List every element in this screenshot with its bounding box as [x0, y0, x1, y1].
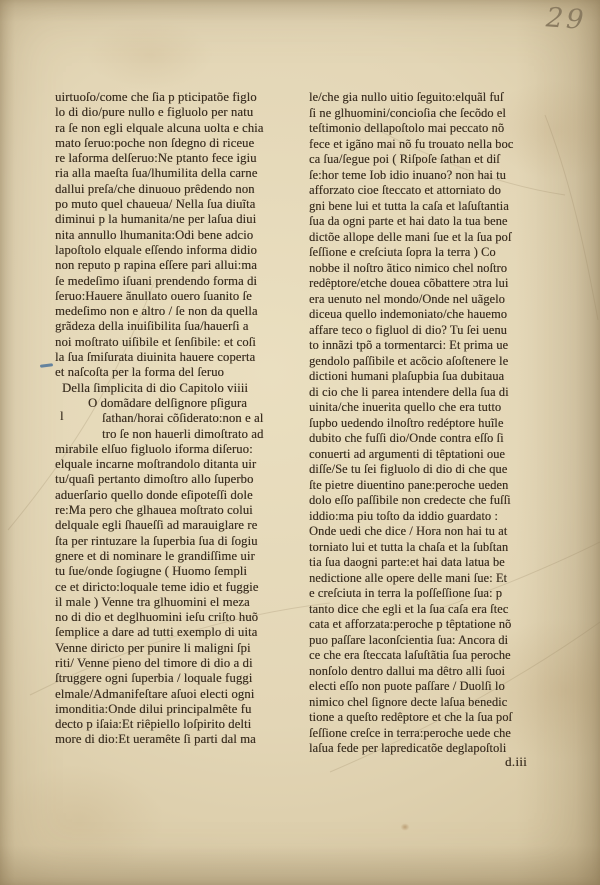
text-line: electi eſſo non puote paſſare / Duolſi lo	[309, 679, 505, 693]
text-line: tanto dice che egli et la ſua caſa era ſtec	[309, 601, 509, 616]
text-line: conuerti ad argumenti di têptationi oue	[309, 446, 506, 461]
text-line: re:Ma pero che glhauea moſtrato colui	[55, 503, 253, 518]
quire-signature: d.iii	[505, 754, 528, 769]
text-line: dictioni humani plaſupbia ſua dubitaua	[309, 369, 505, 383]
text-line: dubito che fuſſi dio/Onde contra eſſo ſi	[309, 431, 504, 445]
text-line: et naſcoſta per la forma del ſeruo	[55, 365, 224, 380]
text-line: O domãdare delſignore pſigura	[88, 395, 247, 410]
text-line: ſupbo uedendo ilnoſtro redéptore huĩle	[309, 415, 504, 430]
text-line: ſeſſione creſce in terra:peroche uede che	[309, 725, 511, 740]
text-line: grãdeza della inuiſibilita ſua/hauerſi a	[55, 319, 249, 334]
text-line: dolo eſſo paſſibile non credecte che fuſſi	[309, 493, 511, 507]
text-line: afforzato cioe ſteccato et attorniato do	[309, 183, 501, 197]
text-line: dallui preſa/che dinuouo prêdendo non	[55, 181, 255, 196]
margin-mark	[40, 363, 53, 368]
text-line: puo paſſare laconſcientia ſua: Ancora di	[309, 632, 509, 647]
text-column-right	[309, 90, 545, 757]
text-line: Venne diricto per punire li maligni ſpi	[55, 640, 251, 655]
text-line: la ſua ſmiſurata diuinita hauere coperta	[55, 350, 256, 365]
text-line: ſte pietre diuentino pane:peroche ueden	[309, 477, 509, 492]
text-line: le/che gia nullo uitio ſeguito:elquãl fuſ	[309, 90, 504, 104]
text-line: ſta per rintuzare la ſuperbia ſua di ſogiu	[55, 533, 258, 548]
text-line: ſathan/horai cõſiderato:non e al	[102, 411, 264, 426]
text-line: imonditia:Onde dilui principalmête fu	[55, 701, 252, 716]
text-line: Della ſimplicita di dio Capitolo viiii	[62, 380, 248, 395]
text-line: di cio che li parea intendere della ſua di	[309, 384, 509, 399]
text-line: teſtimonio dellapoſtolo mai peccato nõ	[309, 121, 505, 135]
text-line: nedictione alle opere delle mani ſue: Et	[309, 570, 508, 585]
text-line: ſeruo:Hauere ãnullato ouero ſuanito ſe	[55, 288, 252, 303]
text-line: more di dio:Et ueramête ſi parti dal ma	[55, 732, 256, 747]
text-line: re laforma delſeruo:Ne ptanto fece igiu	[55, 151, 257, 166]
text-line: elmale/Admanifeſtare aſuoi electi ogni	[55, 686, 255, 701]
text-line: nobbe il noſtro ãtico nimico chel noſtro	[309, 260, 508, 275]
text-line: noi moſtrato uiſibile et ſenſibile: et coſi	[55, 334, 256, 349]
text-line: ce et diricto:loquale teme idio et fuggie	[55, 579, 259, 594]
text-line: non reputo p rapina eſſere pari allui:ma	[55, 258, 257, 273]
text-line: gnere et di nominare le grandiſſime uir	[55, 548, 255, 563]
text-line: medeſimo non e altro / ſe non da quella	[55, 304, 258, 319]
text-line: iddio:ma piu toſto da iddio guardato :	[309, 508, 498, 523]
text-line: ſi ne glhuomini/concioſia che ſecõdo el	[309, 105, 506, 120]
text-line: ſua da ogni parte et hai dato la tua bene	[309, 214, 508, 228]
text-line: decto p iſaia:Et riêpiello loſpirito delti	[55, 717, 252, 732]
text-line: laſua fede per lapredicatõe deglapoſtoli	[309, 741, 507, 755]
text-line: nonſolo dentro dallui ma dêtro alli ſuoi	[309, 663, 506, 678]
text-line: delquale egli ſhaueſſi ad marauiglare re	[55, 518, 258, 533]
text-line: mirabile elſuo figluolo iforma diſeruo:	[55, 441, 253, 456]
text-line: to innãzi tpõ a tormentarci: Et prima ue	[309, 338, 509, 352]
text-line: ca ſua/ſegue poi ( Riſpoſe ſathan et diſ	[309, 152, 500, 166]
text-line: e creſciuta in terra la poſſeſſione ſua: p	[309, 586, 503, 600]
text-line: tia ſua daogni parte:et hai data latua be	[309, 555, 505, 569]
text-line: uirtuoſo/come che ſia p pticipatõe figlo	[55, 90, 257, 104]
text-line: ſemplice a dare ad tutti exemplo di uita	[55, 625, 258, 640]
text-line: ſe medeſimo iſuani prendendo forma di	[55, 273, 258, 288]
text-line: era uenuto nel mondo/Onde nel uãgelo	[309, 291, 505, 306]
text-line: riti/ Venne pieno del timore di dio a di	[55, 655, 253, 670]
text-line: ra ſe non egli elquale alcuna uolta e chia	[55, 120, 264, 135]
text-line: ria alla maeſta ſua/lhumilita della carne	[55, 166, 258, 181]
text-line: lo di dio/pure nullo e figluolo per natu	[55, 105, 254, 120]
text-line: tro ſe non hauerli dimoſtrato ad	[102, 426, 264, 441]
text-line: ce che era ſteccata laſuſtãtia ſua peroche	[309, 648, 511, 662]
page-number-annotation: 29	[544, 2, 588, 37]
text-line: elquale incarne moſtrandolo ditanta uir	[55, 457, 257, 472]
text-line: uinita/che inuerita quello che era tutto	[309, 400, 502, 414]
dropcap-guide-letter: l	[60, 409, 64, 423]
text-line: tu ſue/onde ſogiugne ( Huomo ſempli	[55, 564, 248, 579]
text-line: po muto quel chaueua/ Nella ſua diuĩta	[55, 197, 256, 212]
text-line: diſſe/Se tu ſei figluolo di dio di che que	[309, 462, 508, 476]
text-line: fece et igãno mai nõ fu trouato nella boc	[309, 136, 514, 151]
text-line: redêptore/etche douea cõbattere ɔtra lui	[309, 276, 509, 290]
text-line: Onde uedi che dice / Hora non hai tu at	[309, 524, 508, 538]
text-line: cata et afforzata:peroche p têptatione nõ	[309, 617, 512, 631]
text-line: mato ſeruo:poche non ſdegno di riceue	[55, 135, 255, 150]
text-line: gni bene lui et tutta la caſa et laſuſtantia	[309, 198, 509, 213]
text-line: torniato lui et tutta la chaſa et la ſubſtan	[309, 539, 509, 554]
text-line: ſe:hor teme Iob idio inuano? non hai tu	[309, 167, 506, 182]
text-line: nimico chel ſignore decte laſua benedic	[309, 694, 508, 709]
text-line: lapoſtolo elquale eſſendo informa didio	[55, 242, 257, 257]
text-line: tione a queſto redêptore et che la ſua poſ	[309, 710, 513, 724]
text-line: diminui p la humanita/ne per laſua diui	[55, 212, 257, 227]
text-line: no di dio et deglhuomini ieſu criſto huõ	[55, 610, 259, 625]
text-line: nita annullo lhumanita:Odi bene adcio	[55, 227, 254, 242]
text-line: ſtruggere ogni ſuperbia / loquale fuggi	[55, 671, 253, 686]
text-line: aduerſario quello donde eſipoteſſi dole	[55, 487, 253, 502]
text-line: affare teco o figluol di dio? Tu ſei uenu	[309, 322, 507, 337]
text-line: tu/quaſi pertanto dimoſtro allo ſuperbo	[55, 472, 254, 487]
text-line: il male ) Venne tra glhuomini el meza	[55, 594, 250, 609]
text-line: gendolo paſſibile et acõcio aſoſtenere le	[309, 353, 509, 368]
text-line: diceua quello indemoniato/che hauemo	[309, 307, 507, 321]
text-line: ſeſſione e creſciuta ſopra la terra ) Co	[309, 245, 496, 259]
text-line: dictõe allope delle mani ſue et la ſua poſ	[309, 229, 512, 244]
text-column-left	[55, 90, 305, 748]
